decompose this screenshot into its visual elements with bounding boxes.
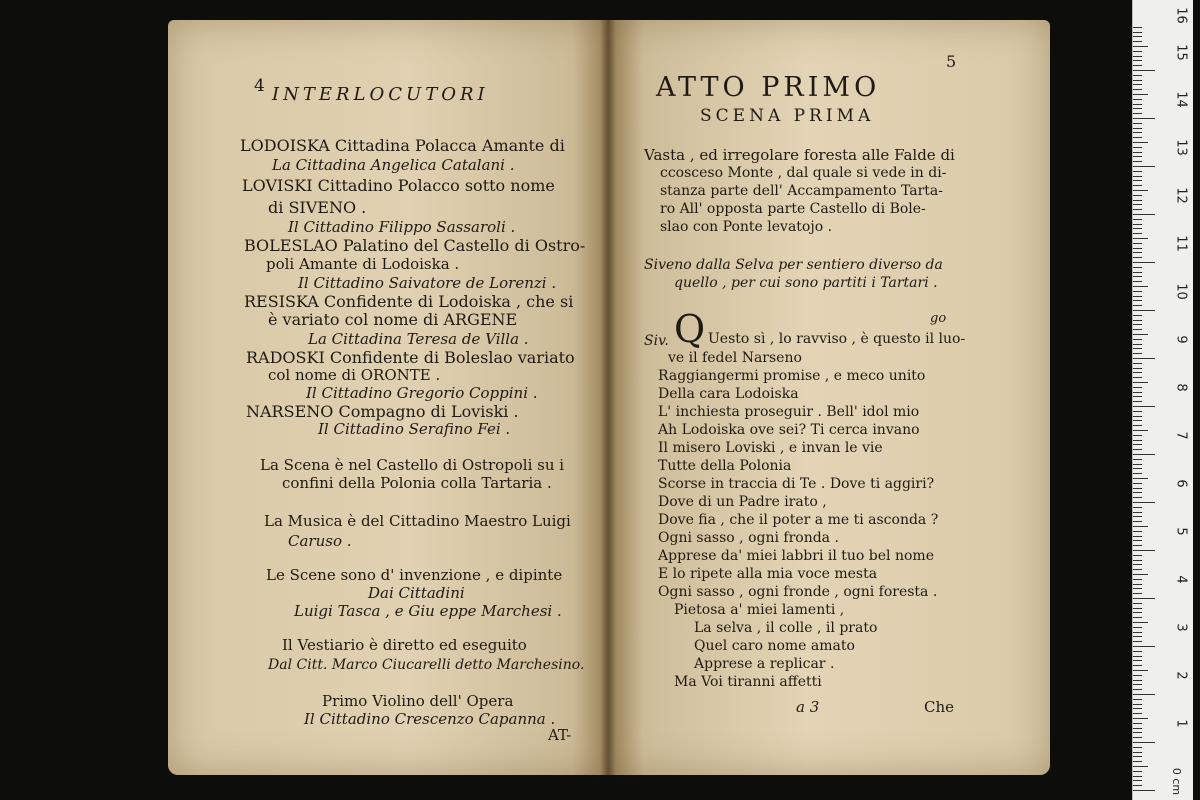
ruler-tick bbox=[1133, 89, 1142, 90]
ruler-tick bbox=[1133, 276, 1142, 277]
ruler-tick bbox=[1133, 243, 1142, 244]
ruler-label: 3 bbox=[1173, 623, 1189, 632]
ruler-label: 13 bbox=[1173, 139, 1189, 156]
text-line: Luigi Tasca , e Giu eppe Marchesi . bbox=[294, 602, 562, 620]
text-line: Apprese a replicar . bbox=[694, 656, 835, 672]
ruler-tick bbox=[1133, 780, 1142, 781]
ruler-tick bbox=[1133, 156, 1142, 157]
ruler-tick bbox=[1133, 344, 1142, 345]
drop-cap: Q bbox=[674, 307, 706, 351]
ruler-tick bbox=[1133, 617, 1142, 618]
ruler-tick bbox=[1133, 161, 1142, 162]
ruler-tick bbox=[1133, 560, 1142, 561]
ruler-tick bbox=[1133, 473, 1142, 474]
ruler-tick bbox=[1133, 627, 1142, 628]
ruler-tick bbox=[1133, 440, 1142, 441]
ruler-tick bbox=[1133, 123, 1142, 124]
ruler-tick bbox=[1133, 425, 1142, 426]
page-number: 5 bbox=[946, 52, 957, 71]
ruler-tick bbox=[1133, 190, 1148, 191]
ruler-tick bbox=[1133, 579, 1142, 580]
text-line: Apprese da' miei labbri il tuo bel nome bbox=[658, 548, 934, 564]
ruler-tick bbox=[1133, 752, 1142, 753]
ruler-tick bbox=[1133, 132, 1142, 133]
ruler-tick bbox=[1133, 219, 1142, 220]
text-line: Il Cittadino Crescenzo Capanna . bbox=[304, 710, 556, 728]
ruler-label: 1 bbox=[1173, 719, 1189, 728]
text-line: Il misero Loviski , e invan le vie bbox=[658, 440, 883, 456]
ruler-tick bbox=[1133, 142, 1148, 143]
text-line: poli Amante di Lodoiska . bbox=[266, 255, 460, 273]
ruler-tick bbox=[1133, 382, 1148, 383]
ruler-tick bbox=[1133, 214, 1155, 215]
ruler-tick bbox=[1133, 41, 1142, 42]
ruler-tick bbox=[1133, 660, 1142, 661]
ruler-tick bbox=[1133, 776, 1142, 777]
ruler-tick bbox=[1133, 420, 1142, 421]
measuring-ruler bbox=[1132, 0, 1193, 800]
ruler-tick bbox=[1133, 224, 1142, 225]
ruler-tick bbox=[1133, 483, 1142, 484]
text-line: Uesto sì , lo ravviso , è questo il luo- bbox=[708, 331, 966, 347]
ruler-tick bbox=[1133, 80, 1142, 81]
ruler-tick bbox=[1133, 694, 1155, 695]
text-line: Vasta , ed irregolare foresta alle Falde di bbox=[644, 146, 955, 164]
ruler-tick bbox=[1133, 84, 1142, 85]
ruler-tick bbox=[1133, 137, 1142, 138]
ruler-tick bbox=[1133, 612, 1142, 613]
ruler-label: 15 bbox=[1173, 44, 1189, 61]
text-line: Ogni sasso , ogni fronde , ogni foresta . bbox=[658, 584, 938, 600]
ruler-tick bbox=[1133, 238, 1148, 239]
ruler-tick bbox=[1133, 699, 1142, 700]
ruler-tick bbox=[1133, 291, 1142, 292]
ruler-tick bbox=[1133, 454, 1155, 455]
ruler-tick bbox=[1133, 70, 1155, 71]
ruler-tick bbox=[1133, 228, 1142, 229]
ruler-tick bbox=[1133, 728, 1142, 729]
stage-direction: quello , per cui sono partiti i Tartari . bbox=[674, 275, 938, 291]
ruler-tick bbox=[1133, 300, 1142, 301]
ruler-tick bbox=[1133, 636, 1142, 637]
catchword: AT- bbox=[548, 726, 572, 744]
text-line: Dove fia , che il poter a me ti asconda ? bbox=[658, 512, 939, 528]
ruler-label: 12 bbox=[1173, 187, 1189, 204]
ruler-label: 9 bbox=[1173, 335, 1189, 344]
ruler-tick bbox=[1133, 401, 1142, 402]
text-line: stanza parte dell' Accampamento Tarta- bbox=[660, 183, 944, 199]
speaker-label: Siv. bbox=[644, 333, 669, 349]
ruler-label: 7 bbox=[1173, 431, 1189, 440]
ruler-tick bbox=[1133, 65, 1142, 66]
text-line: ro All' opposta parte Castello di Bole- bbox=[660, 201, 926, 217]
ruler-tick bbox=[1133, 516, 1142, 517]
ruler-tick bbox=[1133, 478, 1148, 479]
ruler-tick bbox=[1133, 363, 1142, 364]
ruler-tick bbox=[1133, 200, 1142, 201]
ruler-tick bbox=[1133, 464, 1142, 465]
text-line: L' inchiesta proseguir . Bell' idol mio bbox=[658, 404, 920, 420]
ruler-tick bbox=[1133, 550, 1155, 551]
ruler-tick bbox=[1133, 104, 1142, 105]
ruler-label: 2 bbox=[1173, 671, 1189, 680]
text-line: è variato col nome di ARGENE bbox=[268, 310, 518, 329]
text-line: Ogni sasso , ogni fronda . bbox=[658, 530, 839, 546]
text-line: La Cittadina Teresa de Villa . bbox=[308, 330, 529, 348]
ruler-tick bbox=[1133, 766, 1148, 767]
ruler-tick bbox=[1133, 267, 1142, 268]
open-book bbox=[168, 20, 1050, 775]
ruler-tick bbox=[1133, 36, 1142, 37]
ruler-tick bbox=[1133, 646, 1155, 647]
text-line: E lo ripete alla mia voce mesta bbox=[658, 566, 878, 582]
page-number: 4 bbox=[254, 76, 265, 96]
ruler-tick bbox=[1133, 588, 1142, 589]
ruler-tick bbox=[1133, 502, 1155, 503]
text-line: BOLESLAO Palatino del Castello di Ostro- bbox=[244, 236, 586, 255]
ruler-tick bbox=[1133, 632, 1142, 633]
ruler-tick bbox=[1133, 94, 1148, 95]
ruler-tick bbox=[1133, 372, 1142, 373]
ruler-tick bbox=[1133, 406, 1155, 407]
ruler-tick bbox=[1133, 396, 1142, 397]
ruler-tick bbox=[1133, 185, 1142, 186]
ruler-tick bbox=[1133, 195, 1142, 196]
ruler-tick bbox=[1133, 27, 1142, 28]
ruler-label: 11 bbox=[1173, 235, 1189, 252]
catchword: Che bbox=[924, 698, 955, 716]
ruler-tick bbox=[1133, 435, 1142, 436]
ruler-tick bbox=[1133, 641, 1142, 642]
ruler-tick bbox=[1133, 598, 1155, 599]
ruler-tick bbox=[1133, 708, 1142, 709]
text-line: Ma Voi tiranni affetti bbox=[674, 674, 822, 690]
ruler-tick bbox=[1133, 296, 1142, 297]
left-page bbox=[168, 20, 608, 775]
text-line: Ah Lodoiska ove sei? Ti cerca invano bbox=[658, 422, 920, 438]
ruler-tick bbox=[1133, 468, 1142, 469]
text-line: Della cara Lodoiska bbox=[658, 386, 799, 402]
ruler-tick bbox=[1133, 209, 1142, 210]
ruler-tick bbox=[1133, 512, 1142, 513]
ruler-tick bbox=[1133, 171, 1142, 172]
ruler-tick bbox=[1133, 128, 1142, 129]
text-line: LOVISKI Cittadino Polacco sotto nome bbox=[242, 176, 555, 195]
ruler-tick bbox=[1133, 742, 1155, 743]
text-line: Raggiangermi promise , e meco unito bbox=[658, 368, 926, 384]
ruler-tick bbox=[1133, 252, 1142, 253]
ruler-tick bbox=[1133, 305, 1142, 306]
text-line: Il Vestiario è diretto ed eseguito bbox=[282, 636, 527, 654]
ruler-tick bbox=[1133, 368, 1142, 369]
ruler-tick bbox=[1133, 737, 1142, 738]
ruler-tick bbox=[1133, 166, 1155, 167]
text-line: Tutte della Polonia bbox=[658, 458, 792, 474]
book-gutter bbox=[600, 20, 616, 775]
ruler-tick bbox=[1133, 785, 1142, 786]
ruler-tick bbox=[1133, 704, 1142, 705]
ruler-tick bbox=[1133, 113, 1142, 114]
ruler-tick bbox=[1133, 99, 1142, 100]
ruler-tick bbox=[1133, 761, 1142, 762]
text-line: NARSENO Compagno di Loviski . bbox=[246, 402, 519, 421]
ruler-tick bbox=[1133, 593, 1142, 594]
scene-heading: SCENA PRIMA bbox=[700, 106, 875, 126]
ruler-tick bbox=[1133, 248, 1142, 249]
text-line: La Musica è del Cittadino Maestro Luigi bbox=[264, 512, 571, 530]
ruler-tick bbox=[1133, 180, 1142, 181]
ruler-tick bbox=[1133, 324, 1142, 325]
ruler-tick bbox=[1133, 257, 1142, 258]
text-line: LODOISKA Cittadina Polacca Amante di bbox=[240, 136, 565, 155]
text-line: slao con Ponte levatojo . bbox=[660, 219, 833, 235]
ruler-tick bbox=[1133, 315, 1142, 316]
ruler-tick bbox=[1133, 656, 1142, 657]
ruler-tick bbox=[1133, 569, 1142, 570]
ruler-label: 6 bbox=[1173, 479, 1189, 488]
ruler-unit: 0 cm bbox=[1170, 767, 1184, 796]
ruler-tick bbox=[1133, 320, 1142, 321]
ruler-tick bbox=[1133, 281, 1142, 282]
ruler-tick bbox=[1133, 329, 1142, 330]
ruler-tick bbox=[1133, 790, 1155, 791]
ruler-label: 14 bbox=[1173, 91, 1189, 108]
ruler-tick bbox=[1133, 262, 1155, 263]
ruler-tick bbox=[1133, 540, 1142, 541]
text-line: Dove di un Padre irato , bbox=[658, 494, 827, 510]
act-heading: ATTO PRIMO bbox=[656, 72, 881, 103]
page-heading: INTERLOCUTORI bbox=[272, 84, 489, 105]
ruler-tick bbox=[1133, 60, 1142, 61]
ruler-tick bbox=[1133, 176, 1142, 177]
ruler-tick bbox=[1133, 348, 1142, 349]
text-line: La selva , il colle , il prato bbox=[694, 620, 878, 636]
ruler-tick bbox=[1133, 411, 1142, 412]
text-line: Caruso . bbox=[288, 532, 352, 550]
ruler-tick bbox=[1133, 51, 1142, 52]
text-line: go bbox=[930, 311, 947, 326]
ruler-tick bbox=[1133, 665, 1142, 666]
text-line: confini della Polonia colla Tartaria . bbox=[282, 474, 552, 492]
text-line: Dai Cittadini bbox=[368, 584, 465, 602]
ruler-tick bbox=[1133, 584, 1142, 585]
ruler-label: 10 bbox=[1173, 283, 1189, 300]
ruler-tick bbox=[1133, 713, 1142, 714]
text-line: ccosceso Monte , dal quale si vede in di- bbox=[660, 165, 947, 181]
ruler-tick bbox=[1133, 507, 1142, 508]
text-line: Le Scene sono d' invenzione , e dipinte bbox=[266, 566, 563, 584]
ruler-tick bbox=[1133, 747, 1142, 748]
ruler-tick bbox=[1133, 233, 1142, 234]
text-line: RADOSKI Confidente di Boleslao variato bbox=[246, 348, 575, 367]
ruler-tick bbox=[1133, 732, 1142, 733]
ruler-tick bbox=[1133, 310, 1155, 311]
ruler-tick bbox=[1133, 526, 1148, 527]
text-line: La Scena è nel Castello di Ostropoli su i bbox=[260, 456, 565, 474]
ruler-tick bbox=[1133, 718, 1148, 719]
ruler-tick bbox=[1133, 387, 1142, 388]
ruler-tick bbox=[1133, 118, 1155, 119]
ruler-tick bbox=[1133, 286, 1148, 287]
text-line: Il Cittadino Serafino Fei . bbox=[318, 420, 511, 438]
ruler-tick bbox=[1133, 32, 1142, 33]
ruler-tick bbox=[1133, 608, 1142, 609]
ruler-tick bbox=[1133, 675, 1142, 676]
text-line: La Cittadina Angelica Catalani . bbox=[272, 156, 515, 174]
signature-mark: a 3 bbox=[796, 698, 820, 716]
ruler-tick bbox=[1133, 358, 1155, 359]
ruler-tick bbox=[1133, 416, 1142, 417]
ruler-tick bbox=[1133, 684, 1142, 685]
ruler-tick bbox=[1133, 756, 1142, 757]
ruler-tick bbox=[1133, 651, 1142, 652]
ruler-tick bbox=[1133, 272, 1142, 273]
ruler-tick bbox=[1133, 622, 1148, 623]
ruler-tick bbox=[1133, 449, 1142, 450]
right-page bbox=[608, 20, 1050, 775]
ruler-tick bbox=[1133, 531, 1142, 532]
ruler-tick bbox=[1133, 444, 1142, 445]
ruler-tick bbox=[1133, 75, 1142, 76]
text-line: Primo Violino dell' Opera bbox=[322, 692, 514, 710]
ruler-tick bbox=[1133, 108, 1142, 109]
ruler-tick bbox=[1133, 339, 1142, 340]
text-line: Quel caro nome amato bbox=[694, 638, 855, 654]
ruler-tick bbox=[1133, 689, 1142, 690]
ruler-label: 4 bbox=[1173, 575, 1189, 584]
text-line: Il Cittadino Saivatore de Lorenzi . bbox=[298, 274, 557, 292]
ruler-tick bbox=[1133, 536, 1142, 537]
ruler-tick bbox=[1133, 147, 1142, 148]
ruler-tick bbox=[1133, 680, 1142, 681]
ruler-tick bbox=[1133, 670, 1148, 671]
text-line: RESISKA Confidente di Lodoiska , che si bbox=[244, 292, 574, 311]
ruler-tick bbox=[1133, 545, 1142, 546]
ruler-tick bbox=[1133, 204, 1142, 205]
ruler-tick bbox=[1133, 430, 1148, 431]
ruler-tick bbox=[1133, 56, 1142, 57]
stage-direction: Siveno dalla Selva per sentiero diverso da bbox=[644, 257, 943, 273]
ruler-tick bbox=[1133, 521, 1142, 522]
ruler-tick bbox=[1133, 603, 1142, 604]
text-line: Il Cittadino Filippo Sassaroli . bbox=[288, 218, 516, 236]
ruler-tick bbox=[1133, 497, 1142, 498]
text-line: Il Cittadino Gregorio Coppini . bbox=[306, 384, 538, 402]
ruler-tick bbox=[1133, 353, 1142, 354]
ruler-label: 16 bbox=[1173, 7, 1189, 24]
text-line: col nome di ORONTE . bbox=[268, 366, 441, 384]
text-line: Pietosa a' miei lamenti , bbox=[674, 602, 845, 618]
ruler-label: 8 bbox=[1173, 383, 1189, 392]
ruler-tick bbox=[1133, 492, 1142, 493]
ruler-tick bbox=[1133, 459, 1142, 460]
ruler-tick bbox=[1133, 488, 1142, 489]
text-line: Dal Citt. Marco Ciucarelli detto Marchesino. bbox=[268, 657, 585, 673]
text-line: di SIVENO . bbox=[268, 198, 367, 217]
ruler-tick bbox=[1133, 555, 1142, 556]
ruler-tick bbox=[1133, 334, 1148, 335]
ruler-tick bbox=[1133, 771, 1142, 772]
text-line: ve il fedel Narseno bbox=[668, 350, 802, 366]
ruler-tick bbox=[1133, 377, 1142, 378]
ruler-tick bbox=[1133, 564, 1142, 565]
ruler-label: 5 bbox=[1173, 527, 1189, 536]
ruler-tick bbox=[1133, 723, 1142, 724]
ruler-tick bbox=[1133, 392, 1142, 393]
ruler-tick bbox=[1133, 574, 1148, 575]
ruler-tick bbox=[1133, 46, 1148, 47]
text-line: Scorse in traccia di Te . Dove ti aggiri? bbox=[658, 476, 935, 492]
ruler-tick bbox=[1133, 152, 1142, 153]
